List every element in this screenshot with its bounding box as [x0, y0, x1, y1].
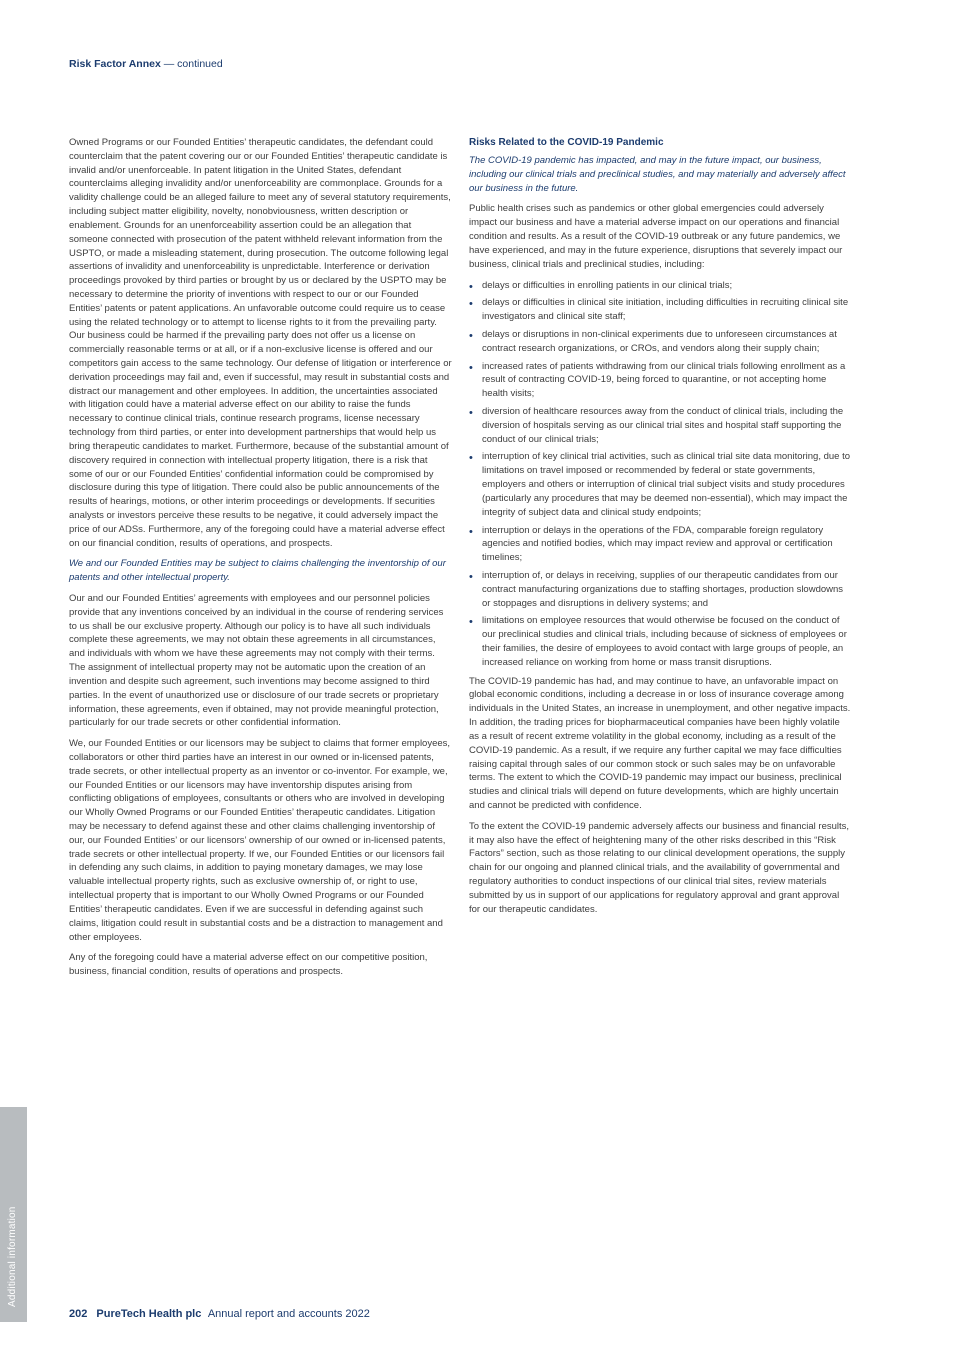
- page-footer: [69, 1308, 370, 1320]
- document-title: Annual report and accounts 2022: [207, 1308, 370, 1320]
- side-tab-label: Additional information: [7, 1206, 18, 1307]
- list-item: • limitations on employee resources that would otherwise be focused on the conduct of our preclinical studies and clinical trials, including because of sickness of employees or their families, the desire of employees to avoid contact with large groups of people, an increased reliance on working from home or mass transit disruptions.: [469, 614, 852, 669]
- paragraph: Our and our Founded Entities’ agreements with employees and our personnel policies provide that any inventions conceived by an individual in the course of rendering services to us shall be our exclusive property. Although our policy is to have all such individuals complete these agreements, we may not obtain these agreements in all circumstances, and individuals with whom we have these agreements may not comply with their terms. The assignment of intellectual property may not be automatic upon the creation of an invention and despite such agreement, such inventions may become assigned to third parties. In the event of unauthorized use or disclosure of our trade secrets or proprietary information, these agreements, even if obtained, may not provide meaningful protection, particularly for our trade secrets or other confidential information.: [69, 593, 444, 729]
- list-item: • interruption or delays in the operations of the FDA, comparable foreign regulatory agencies and notified bodies, which may impact review and approval or certification timelines;: [469, 524, 852, 565]
- list-item: • increased rates of patients withdrawing from our clinical trials following enrollment as a result of contracting COVID-19, being forced to quarantine, or not accepting home health visits;: [469, 360, 852, 401]
- list-item: • interruption of key clinical trial activities, such as clinical trial site data monitoring, due to limitations on travel imposed or recommended by federal or state governments, employers and others or interruption of clinical trial subject visits and study procedures (particularly any procedures that may be deemed non-essential), which may impact the integrity of subject data and clinical study endpoints;: [469, 450, 852, 519]
- list-item: • delays or disruptions in non-clinical experiments due to unforeseen circumstances at contract research organizations, or CROs, and vendors along their supply chain;: [469, 328, 852, 356]
- paragraph: We, our Founded Entities or our licensors may be subject to claims that former employees, collaborators or other third parties have an interest in our owned or in-licensed patents, trade secrets, or other intellectual property as an inventor or co-inventor. For example, we, our Founded Entities or our licensors may have inventorship disputes arising from conflicting obligations of employees, consultants or others who are involved in developing our Wholly Owned Programs or our Founded Entities’ therapeutic candidates. Litigation may be necessary to defend against these and other claims challenging inventorship of our, our Founded Entities’ or our licensors’ ownership of our owned or in-licensed patents, trade secrets or other intellectual property. If we, our Founded Entities or our licensors fail in defending any such claims, in addition to paying monetary damages, we may lose valuable intellectual property rights, such as exclusive ownership of, or right to use, intellectual property that is important to our Wholly Owned Programs or our Founded Entities’ therapeutic candidates. Even if we are successful in defending against such claims, litigation could result in substantial costs and be a distraction to management and other employees.: [69, 738, 451, 943]
- paragraph: The COVID-19 pandemic has had, and may continue to have, an unfavorable impact on global economic conditions, including a decrease in or loss of insurance coverage among individuals in the United States, an increase in unemployment, and other negative impacts. In addition, the trading prices for biopharmaceutical companies have been highly volatile as a result of recent extreme volatility in the global economy, including as a result of the COVID-19 pandemic. As a result, if we require any further capital we may face difficulties raising capital through sales of our common stock or such sales may be on unfavorable terms. The extent to which the COVID-19 pandemic may impact our business, preclinical studies and clinical trials will depend on future developments, which are highly uncertain and cannot be predicted with confidence.: [469, 675, 851, 811]
- right-column: [469, 136, 852, 923]
- running-header: [69, 58, 223, 70]
- paragraph: To the extent the COVID-19 pandemic adversely affects our business and financial results, it may also have the effect of heightening many of the other risks described in this “Risk Factors” section, such as those relating to our clinical development operations, the supply chain for our ongoing and planned clinical trials, and the availability of governmental and regulatory authorities to conduct inspections of our clinical trial sites, review materials submitted by us in support of our applications for regulatory approval and grant approval for our therapeutic candidates.: [469, 820, 850, 915]
- paragraph: Any of the foregoing could have a material adverse effect on our competitive position, business, financial condition, results of operations and prospects.: [69, 952, 428, 978]
- page-number: 202: [69, 1308, 88, 1320]
- list-item: • delays or difficulties in clinical site initiation, including difficulties in recruiting clinical site investigators and clinical site staff;: [469, 296, 852, 324]
- paragraph: Public health crises such as pandemics or other global emergencies could adversely impact our business and have a material adverse impact on our operations and financial condition and results. As a result of the COVID-19 outbreak or any future pandemics, we have experienced, and may in the future experience, disruptions that severely impact our business, clinical trials and preclinical studies, including:: [469, 203, 843, 270]
- company-name: PureTech Health plc: [96, 1308, 202, 1320]
- section-heading: Risks Related to the COVID-19 Pandemic: [469, 137, 664, 148]
- list-item: • diversion of healthcare resources away from the conduct of clinical trials, including the diversion of hospitals serving as our clinical trial sites and hospital staff supporting the conduct of our clinical trials;: [469, 405, 852, 446]
- paragraph: Owned Programs or our Founded Entities’ therapeutic candidates, the defendant could counterclaim that the patent covering our or our Founded Entities’ therapeutic candidate is invalid and/or unenforceable. In patent litigation in the United States, defendant counterclaims alleging invalidity and/or unenforceability are commonplace. Grounds for a validity challenge could be an alleged failure to meet any of several statutory requirements, including subject matter eligibility, novelty, nonobviousness, written description or enablement. Grounds for an unenforceability assertion could be an allegation that someone connected with prosecution of the patent withheld relevant information from the USPTO, or made a misleading statement, during prosecution. The outcome following legal assertions of invalidity and unenforceability is unpredictable. Interference or derivation proceedings provoked by third parties or brought by us or declared by the USPTO may be necessary to determine the priority of inventions with respect to our or our Founded Entities’ patents or patent applications. An unfavorable outcome could require us to cease using the related technology or to attempt to license rights to it from the prevailing party. Our business could be harmed if the prevailing party does not offer us a license on commercially reasonable terms or at all, or if a non-exclusive license is offered and our competitors gain access to the same technology. Our defense of litigation or interference or derivation proceedings may fail and, even if successful, may result in substantial costs and distract our management and other employees. In addition, the uncertainties associated with litigation could have a material adverse effect on our ability to raise the funds necessary to continue clinical trials, continue research programs, license necessary technology from third parties, or enter into development partnerships that would help us bring therapeutic candidates to market. Furthermore, because of the substantial amount of discovery required in connection with intellectual property litigation, there is a risk that some of our or our Founded Entities’ confidential information could be compromised by disclosure during this type of litigation. There could also be public announcements of the results of hearings, motions, or other interim proceedings or developments. If securities analysts or investors perceive these results to be negative, it could adversely impact the price of our ADSs. Furthermore, any of the foregoing could have a material adverse effect on our financial condition, results of operations, and prospects.: [69, 137, 452, 549]
- list-item: • interruption of, or delays in receiving, supplies of our therapeutic candidates from our contract manufacturing organizations due to staffing shortages, production slowdowns or stoppages and disruptions in delivery systems; and: [469, 569, 852, 610]
- subheading: We and our Founded Entities may be subject to claims challenging the inventorship of our patents and other intellectual property.: [69, 558, 446, 584]
- left-column: [69, 136, 452, 986]
- section-side-tab: [0, 1107, 27, 1322]
- subheading: The COVID-19 pandemic has impacted, and may in the future impact, our business, including our clinical trials and preclinical studies, and may materially and adversely affect our business in the future.: [469, 155, 846, 194]
- header-section: Risk Factor Annex: [69, 58, 161, 70]
- bullet-list: [469, 279, 852, 670]
- list-item: • delays or difficulties in enrolling patients in our clinical trials;: [469, 279, 852, 293]
- header-continued: — continued: [163, 58, 223, 70]
